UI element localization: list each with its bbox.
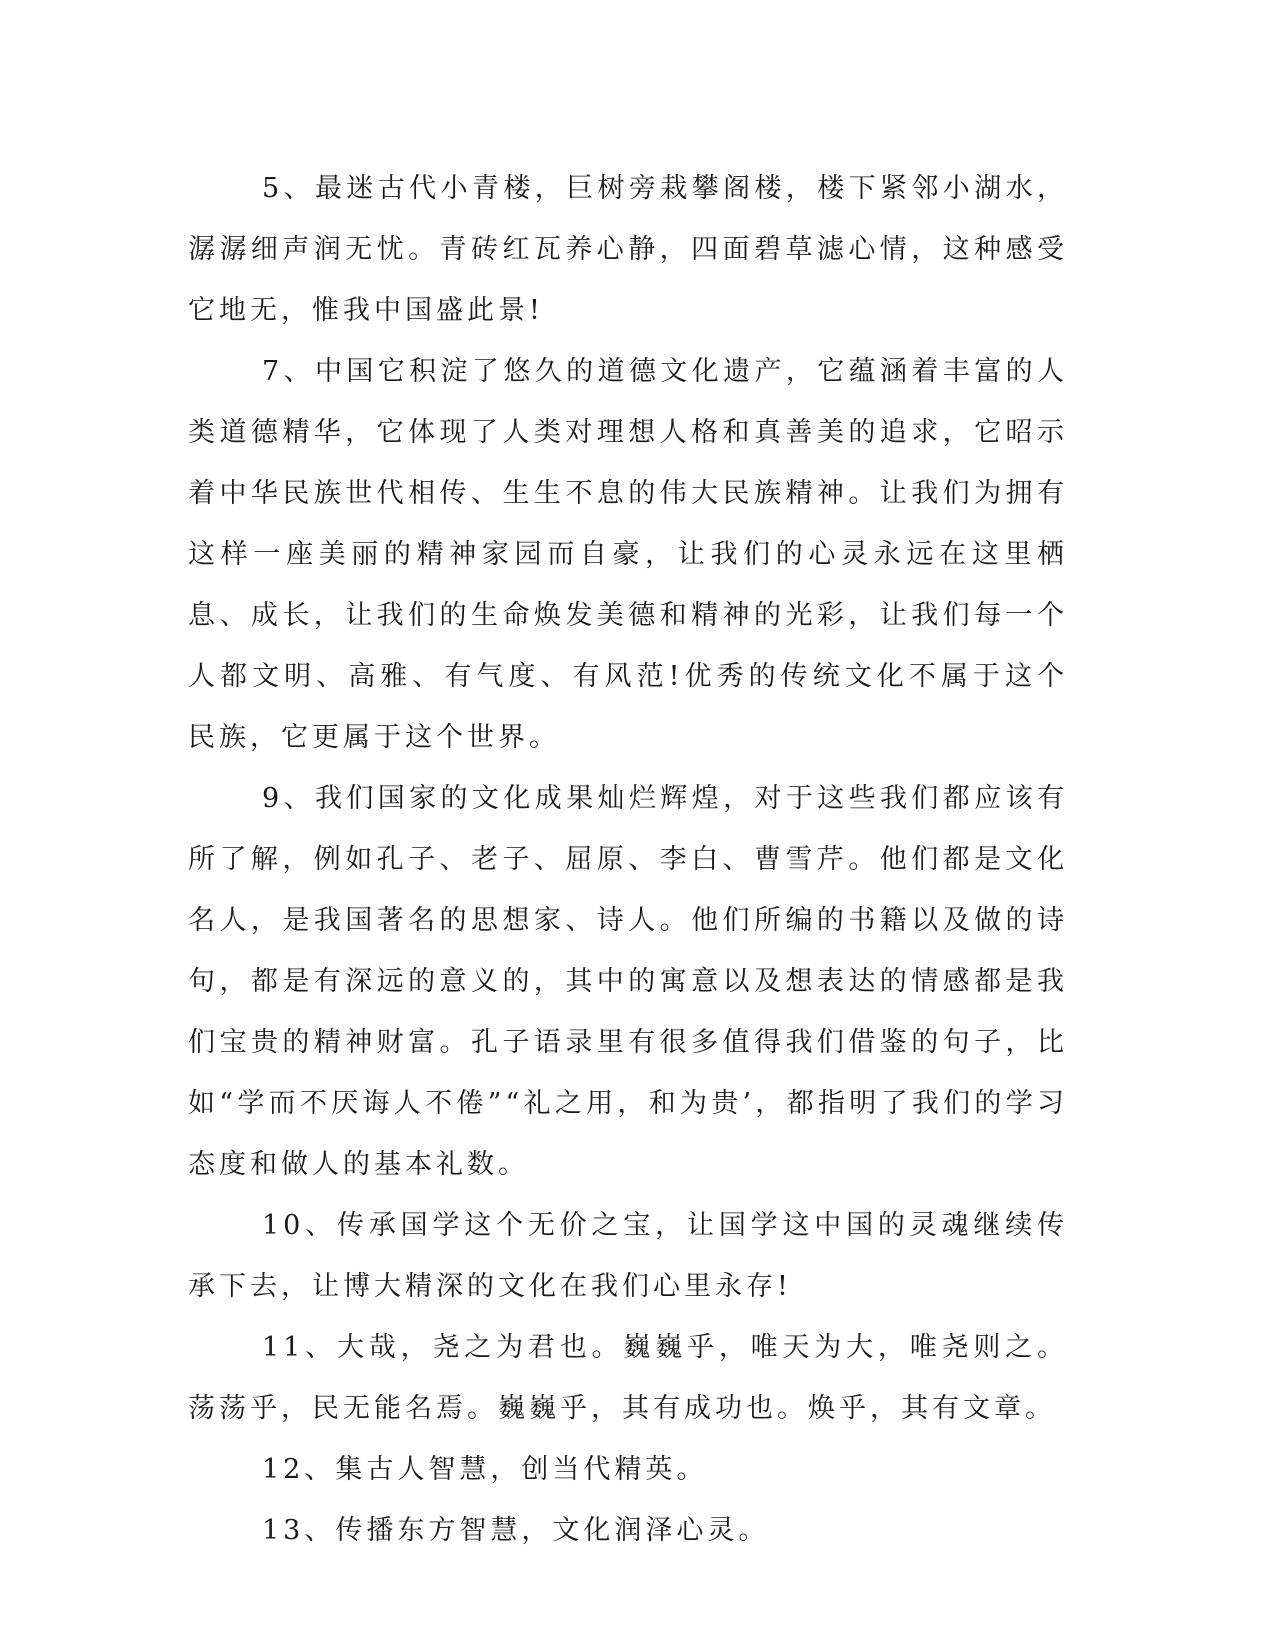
paragraph-5: 5、最迷古代小青楼，巨树旁栽攀阁楼，楼下紧邻小湖水，潺潺细声润无忧。青砖红瓦养心静，四面碧草滤心情，这种感受它地无，惟我中国盛此景! — [188, 173, 1068, 326]
paragraph-12: 12、集古人智慧，创当代精英。 — [262, 1454, 708, 1485]
paragraph-13: 13、传播东方智慧，文化润泽心灵。 — [262, 1515, 770, 1546]
paragraph-7: 7、中国它积淀了悠久的道德文化遗产，它蕴涵着丰富的人类道德精华，它体现了人类对理想人格和真善美的追求，它昭示着中华民族世代相传、生生不息的伟大民族精神。让我们为拥有这样一座美丽的精神家园而自豪，让我们的心灵永远在这里栖息、成长，让我们的生命焕发美德和精神的光彩，让我们每一个人都文明、高雅、有气度、有风范!优秀的传统文化不属于这个民族，它更属于这个世界。 — [188, 356, 1068, 753]
document-body — [188, 158, 1068, 1561]
paragraph-11: 11、大哉，尧之为君也。巍巍乎，唯天为大，唯尧则之。荡荡乎，民无能名焉。巍巍乎，其有成功也。焕乎，其有文章。 — [188, 1332, 1068, 1424]
paragraph-10: 10、传承国学这个无价之宝，让国学这中国的灵魂继续传承下去，让博大精深的文化在我们心里永存! — [188, 1210, 1068, 1302]
paragraph-9: 9、我们国家的文化成果灿烂辉煌，对于这些我们都应该有所了解，例如孔子、老子、屈原、李白、曹雪芹。他们都是文化名人，是我国著名的思想家、诗人。他们所编的书籍以及做的诗句，都是有深远的意义的，其中的寓意以及想表达的情感都是我们宝贵的精神财富。孔子语录里有很多值得我们借鉴的句子，比如“学而不厌诲人不倦”“礼之用，和为贵’，都指明了我们的学习态度和做人的基本礼数。 — [188, 783, 1068, 1180]
